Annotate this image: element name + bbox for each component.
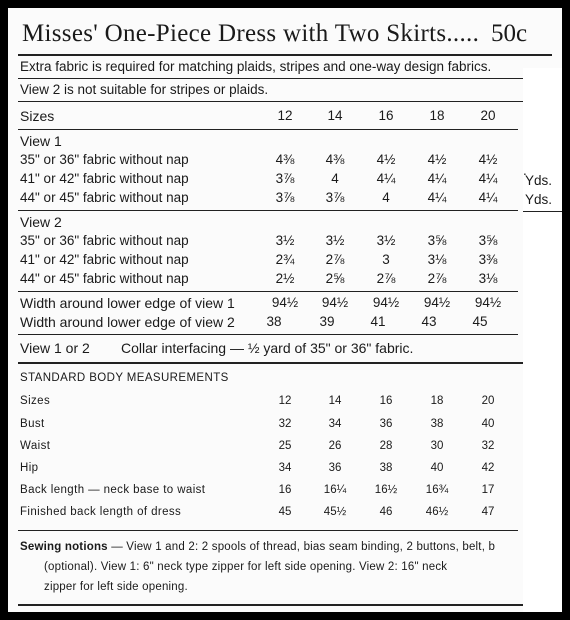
measurement-cell: 12 — [278, 395, 292, 407]
measurement-cell: 42 — [481, 462, 495, 474]
yardage-cell: 4 — [382, 190, 390, 205]
width-cell: 41 — [370, 314, 386, 329]
side-yds: . — [523, 163, 527, 178]
yardage-cell: 4½ — [427, 152, 447, 167]
width-cell: 94½ — [372, 295, 400, 310]
measurement-cell: 32 — [278, 418, 292, 430]
divider — [18, 78, 552, 79]
measurement-cell: 16½ — [374, 484, 398, 496]
yardage-cell: 3½ — [325, 233, 345, 248]
pattern-envelope-back — [8, 8, 562, 612]
measurement-cell: 16¼ — [323, 484, 347, 496]
measurement-cell: 46 — [379, 506, 393, 518]
measurement-cell: 25 — [278, 440, 292, 452]
yardage-cell: 4½ — [376, 152, 396, 167]
width-cell: 94½ — [321, 295, 349, 310]
yardage-cell: 4⅜ — [275, 152, 295, 167]
fabric-row-label: 41" or 42" fabric without nap — [20, 252, 189, 267]
measurement-label: Sizes — [20, 395, 51, 407]
width-cell: 94½ — [271, 295, 299, 310]
width-cell: 38 — [266, 314, 282, 329]
interfacing-views: View 1 or 2 — [20, 340, 90, 356]
yardage-cell: 4⅜ — [325, 152, 345, 167]
width-cell: 94½ — [423, 295, 451, 310]
measurement-cell: 47 — [481, 506, 495, 518]
sewing-notions-label: Sewing notions — [20, 541, 108, 553]
fabric-row-label: 44" or 45" fabric without nap — [20, 271, 189, 286]
yardage-cell: 3½ — [275, 233, 295, 248]
yardage-cell: 3⅞ — [275, 171, 295, 186]
size-header: 16 — [378, 108, 394, 123]
side-yds: Yds. — [525, 173, 553, 188]
fabric-row-label: 35" or 36" fabric without nap — [20, 152, 189, 167]
width-cell: 39 — [319, 314, 335, 329]
yardage-cell: 4 — [331, 171, 339, 186]
measurement-cell: 38 — [379, 462, 393, 474]
yardage-cell: 4¼ — [478, 190, 498, 205]
size-header: 14 — [327, 108, 343, 123]
yardage-cell: 4½ — [478, 152, 498, 167]
yardage-cell: 2¾ — [275, 252, 295, 267]
measurement-cell: 16 — [379, 395, 393, 407]
price: 50c — [491, 20, 528, 47]
adjacent-page-strip — [523, 68, 562, 612]
yardage-cell: 3½ — [376, 233, 396, 248]
measurement-cell: 28 — [379, 440, 393, 452]
measurement-cell: 16¾ — [425, 484, 449, 496]
measurement-cell: 14 — [328, 395, 342, 407]
yardage-cell: 4¼ — [427, 190, 447, 205]
measurement-cell: 20 — [481, 395, 495, 407]
measurement-cell: 34 — [328, 418, 342, 430]
yardage-cell: 2⅞ — [325, 252, 345, 267]
sewing-notions-line2: (optional). View 1: 6" neck type zipper for left side opening. View 2: 16" neck — [44, 561, 448, 573]
measurement-cell: 30 — [430, 440, 444, 452]
measurement-cell: 16 — [278, 484, 292, 496]
yardage-cell: 2⅞ — [427, 271, 447, 286]
measurement-cell: 26 — [328, 440, 342, 452]
divider — [18, 291, 518, 292]
divider — [18, 604, 552, 606]
divider — [18, 129, 518, 130]
divider — [18, 101, 552, 102]
yardage-cell: 4¼ — [427, 171, 447, 186]
interfacing-text: Collar interfacing — ½ yard of 35" or 36" fabric. — [121, 340, 414, 356]
measurement-cell: 46½ — [425, 506, 449, 518]
divider — [18, 362, 552, 364]
side-yds: Yds. — [525, 192, 553, 207]
measurement-cell: 40 — [430, 462, 444, 474]
yardage-cell: 3⅝ — [427, 233, 447, 248]
sizes-label: Sizes — [20, 108, 55, 124]
sewing-notions-line1 — [20, 541, 495, 553]
divider — [18, 54, 552, 56]
yardage-cell: 2⅞ — [376, 271, 396, 286]
measurement-label: Hip — [20, 462, 39, 474]
yardage-cell: 3⅝ — [478, 233, 498, 248]
measurement-cell: 32 — [481, 440, 495, 452]
view2-heading: View 2 — [20, 214, 62, 230]
size-header: 20 — [480, 108, 496, 123]
measurement-label: Waist — [20, 440, 51, 452]
sewing-notions-text: — View 1 and 2: 2 spools of thread, bias seam binding, 2 buttons, belt, b — [111, 541, 496, 553]
measurement-label: Bust — [20, 418, 45, 430]
measurement-cell: 45½ — [323, 506, 347, 518]
yardage-cell: 3⅞ — [325, 190, 345, 205]
divider — [18, 530, 518, 531]
view2-note: View 2 is not suitable for stripes or plaids. — [20, 82, 269, 97]
divider — [18, 334, 518, 335]
fabric-row-label: 44" or 45" fabric without nap — [20, 190, 189, 205]
measurement-cell: 38 — [430, 418, 444, 430]
page-title: Misses' One-Piece Dress with Two Skirts..... — [22, 20, 480, 47]
measurement-cell: 45 — [278, 506, 292, 518]
divider — [18, 210, 518, 211]
view1-heading: View 1 — [20, 133, 62, 149]
yardage-cell: 4¼ — [478, 171, 498, 186]
yardage-cell: 3⅞ — [275, 190, 295, 205]
yardage-cell: 2⅝ — [325, 271, 345, 286]
width-cell: 94½ — [474, 295, 502, 310]
body-measurements-heading: STANDARD BODY MEASUREMENTS — [20, 372, 229, 384]
measurement-cell: 34 — [278, 462, 292, 474]
measurement-cell: 18 — [430, 395, 444, 407]
fabric-row-label: 35" or 36" fabric without nap — [20, 233, 189, 248]
width-row-label: Width around lower edge of view 2 — [20, 314, 235, 330]
width-cell: 45 — [472, 314, 488, 329]
measurement-cell: 17 — [481, 484, 495, 496]
measurement-cell: 40 — [481, 418, 495, 430]
measurement-label: Back length — neck base to waist — [20, 484, 206, 496]
sewing-notions-line3: zipper for left side opening. — [44, 581, 188, 593]
measurement-cell: 36 — [328, 462, 342, 474]
yardage-cell: 3 — [382, 252, 390, 267]
yardage-cell: 2½ — [275, 271, 295, 286]
width-cell: 43 — [421, 314, 437, 329]
size-header: 18 — [429, 108, 445, 123]
yardage-cell: 4¼ — [376, 171, 396, 186]
fabric-row-label: 41" or 42" fabric without nap — [20, 171, 189, 186]
width-row-label: Width around lower edge of view 1 — [20, 295, 235, 311]
yardage-cell: 3⅜ — [478, 252, 498, 267]
extra-fabric-note: Extra fabric is required for matching plaids, stripes and one-way design fabrics. — [20, 59, 492, 74]
size-header: 12 — [277, 108, 293, 123]
yardage-cell: 3⅛ — [427, 252, 447, 267]
measurement-cell: 36 — [379, 418, 393, 430]
divider — [523, 211, 562, 212]
yardage-cell: 3⅛ — [478, 271, 498, 286]
measurement-label: Finished back length of dress — [20, 506, 182, 518]
